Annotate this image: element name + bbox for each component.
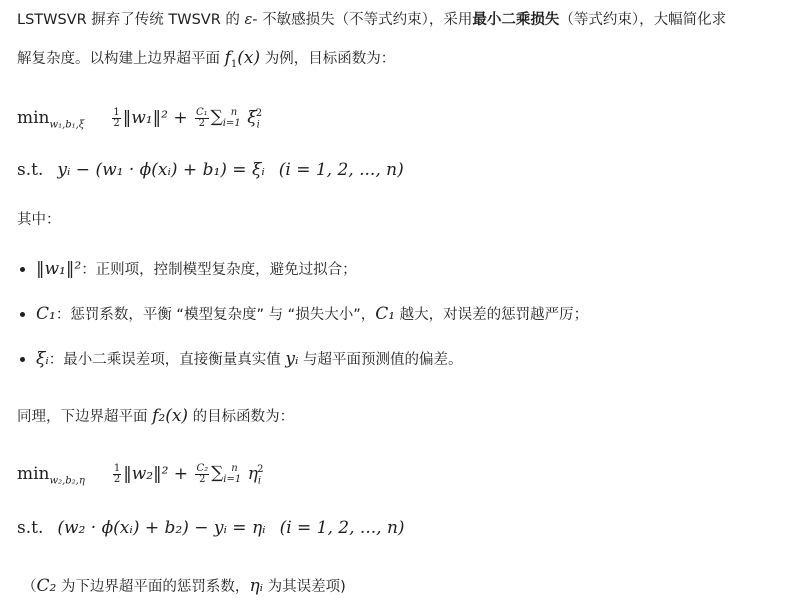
- bullet-math-inline: yᵢ: [285, 349, 299, 369]
- norm-term: ‖w₂‖²: [123, 464, 169, 484]
- f1-symbol: f: [224, 48, 231, 68]
- intro-text-3: （等式约束），大幅简化求: [559, 12, 727, 28]
- bullet-dot: [20, 267, 25, 272]
- intro-line-2: [17, 48, 395, 69]
- sum-upper: n: [231, 463, 238, 474]
- sum-lower: i=1: [222, 118, 241, 129]
- eta-term: η: [247, 464, 258, 484]
- half-numerator: 1: [113, 463, 121, 474]
- c2-numerator: C₂: [196, 463, 209, 474]
- f1-argument: (x): [237, 48, 261, 68]
- objective-equation-2: [17, 460, 267, 486]
- constraint-equation-2: [17, 518, 405, 538]
- half-numerator: 1: [113, 107, 120, 118]
- min-subscript: w₂,b₂,η: [49, 475, 85, 487]
- summation: [211, 104, 248, 133]
- constraint-expression: (w₂ · ϕ(xᵢ) + b₂) − yᵢ = ηᵢ: [57, 518, 266, 538]
- list-item: [36, 349, 463, 370]
- norm-term: ‖w₁‖²: [122, 108, 168, 128]
- st-label: s.t.: [17, 160, 44, 180]
- xi-term: ξ: [247, 108, 257, 128]
- bullet-math: C₁: [36, 304, 56, 324]
- bullet-text: ：惩罚系数，平衡 “模型复杂度” 与 “损失大小”，: [55, 307, 376, 323]
- xi-superscript: 2: [255, 108, 263, 120]
- min-operator: min: [17, 464, 50, 484]
- half-fraction: [112, 108, 120, 129]
- intro-line-1: [17, 10, 726, 30]
- bullet-text-tail: 与超平面预测值的偏差。: [298, 352, 463, 368]
- bullet-math-inline: C₁: [375, 304, 396, 324]
- bullet-math: ξᵢ: [36, 349, 49, 369]
- sum-symbol: ∑: [210, 107, 223, 127]
- eta-subscript: i: [257, 475, 262, 487]
- bullet-text: ：最小二乘误差项，直接衡量真实值: [48, 352, 286, 368]
- intro-text-1: LSTWSVR 摒弃了传统 TWSVR 的: [17, 12, 245, 28]
- sum-lower: i=1: [223, 474, 242, 485]
- plus-sign: +: [167, 108, 193, 128]
- note-text-2: 为其误差项): [263, 579, 346, 595]
- plus-sign: +: [168, 464, 194, 484]
- list-item: [36, 304, 588, 325]
- note-open-paren: （: [22, 579, 37, 595]
- note-c2: C₂: [36, 576, 57, 596]
- note-eta: ηᵢ: [249, 576, 264, 596]
- intro-bold-term: 最小二乘损失: [472, 12, 560, 28]
- st-label: s.t.: [17, 518, 44, 538]
- c2-fraction: [195, 464, 209, 485]
- where-label: 其中：: [17, 212, 61, 228]
- xi-subscript: i: [256, 119, 260, 131]
- similar-text-1: 同理，下边界超平面: [17, 409, 153, 425]
- summation: [211, 460, 248, 489]
- sum-upper: n: [230, 107, 238, 118]
- f2-symbol: f₂(x): [152, 406, 189, 426]
- half-denominator: 2: [113, 118, 120, 129]
- objective-equation-1: [17, 104, 266, 130]
- c1-numerator: C₁: [195, 107, 208, 118]
- half-fraction: [113, 464, 121, 485]
- index-range: (i = 1, 2, ..., n): [279, 518, 405, 538]
- bullet-text: ：正则项，控制模型复杂度，避免过拟合；: [81, 262, 357, 278]
- bullet-text-tail: 越大，对误差的惩罚越严厉；: [395, 307, 589, 323]
- c1-denominator: 2: [198, 118, 205, 129]
- constraint-expression: yᵢ − (w₁ · ϕ(xᵢ) + b₁) = ξᵢ: [57, 160, 265, 180]
- f1-subscript: 1: [230, 58, 238, 70]
- similar-text-2: 的目标函数为：: [188, 409, 295, 425]
- epsilon-symbol: ε: [244, 12, 253, 28]
- eta-superscript: 2: [257, 464, 264, 476]
- intro-text-5: 为例，目标函数为：: [260, 51, 396, 67]
- footnote: [22, 576, 346, 597]
- constraint-equation-1: [17, 160, 404, 180]
- bullet-math: ‖w₁‖²: [36, 259, 82, 279]
- note-text-1: 为下边界超平面的惩罚系数，: [56, 579, 250, 595]
- c1-fraction: [195, 108, 209, 129]
- c2-denominator: 2: [199, 474, 206, 485]
- min-operator: min: [17, 108, 50, 128]
- list-item: [36, 259, 357, 280]
- bullet-dot: [20, 312, 25, 317]
- bullet-dot: [20, 357, 25, 362]
- min-subscript: w₁,b₁,ξ: [49, 119, 85, 131]
- intro-text-2: - 不敏感损失（不等式约束），采用: [252, 12, 473, 28]
- half-denominator: 2: [113, 474, 121, 485]
- index-range: (i = 1, 2, ..., n): [278, 160, 404, 180]
- similar-paragraph: [17, 406, 294, 427]
- intro-text-4: 解复杂度。以构建上边界超平面: [17, 51, 225, 67]
- sum-symbol: ∑: [211, 463, 224, 483]
